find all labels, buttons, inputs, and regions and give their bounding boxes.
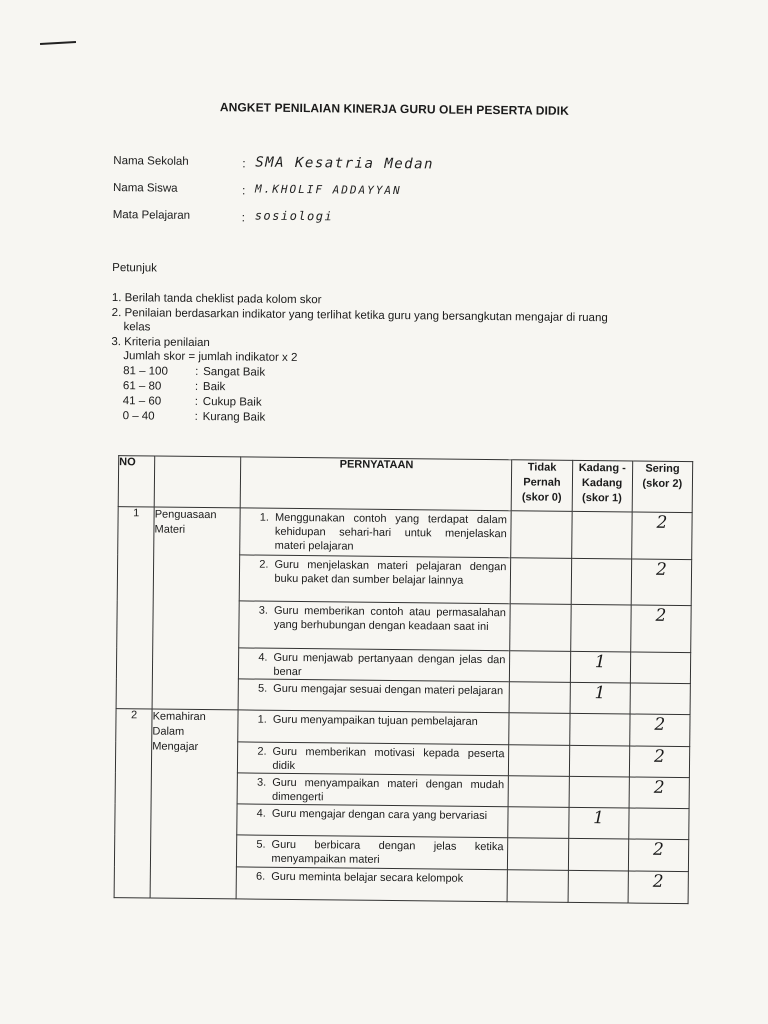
statement-number: 2.: [259, 558, 269, 571]
statement-text: Guru memberikan contoh atau permasalahan yang berhubungan dengan keadaan saat ini: [273, 604, 507, 634]
criteria-colon: :: [194, 380, 199, 393]
statement-number: 5.: [256, 838, 266, 851]
score-sometimes-cell[interactable]: [568, 838, 629, 871]
score-never-cell[interactable]: [509, 745, 570, 777]
statement-cell: [240, 555, 511, 604]
statement-number: 3.: [258, 604, 269, 617]
score-never-cell[interactable]: [511, 511, 572, 559]
statement-text: Guru memberikan motivasi kepada peserta didik: [272, 745, 505, 772]
header-often: [632, 461, 693, 513]
field-label-subject: Mata Pelajaran: [112, 209, 191, 222]
field-value-subject: sosiologi: [254, 208, 334, 224]
criteria-range: 41 – 60: [122, 395, 162, 408]
header-sometimes-line: Kadang: [581, 476, 623, 490]
header-sometimes-line: (skor 1): [582, 491, 622, 505]
score-sometimes-cell[interactable]: 1: [570, 651, 631, 683]
score-never-cell[interactable]: [511, 558, 572, 605]
section-number: 1: [116, 507, 154, 709]
statement-cell: [238, 773, 509, 807]
score-never-cell[interactable]: [508, 807, 569, 839]
score-formula: Jumlah skor = jumlah indikator x 2: [123, 350, 298, 364]
field-colon: :: [241, 210, 246, 225]
header-never-line: (skor 0): [521, 491, 562, 504]
score-often-cell[interactable]: 2: [629, 746, 690, 778]
criteria-label: Kurang Baik: [202, 411, 266, 424]
field-colon: :: [241, 183, 246, 198]
statement-cell: [239, 601, 510, 651]
header-never-line: Tidak: [527, 461, 557, 474]
statement-cell: [238, 679, 509, 713]
score-often-cell[interactable]: 2: [631, 512, 692, 560]
statement-cell: [238, 742, 509, 776]
section-aspect: [152, 507, 240, 710]
statement-cell: [238, 710, 509, 745]
header-aspect: [154, 456, 241, 508]
statement-number: 5.: [257, 682, 268, 695]
section-aspect: [150, 709, 238, 899]
statement-text: Guru meminta belajar secara kelompok: [271, 870, 464, 885]
criteria-range: 81 – 100: [123, 365, 168, 378]
score-never-cell[interactable]: [509, 682, 570, 714]
statement-cell: [237, 835, 508, 870]
score-never-cell[interactable]: [508, 838, 569, 871]
statement-number: 4.: [256, 807, 266, 820]
field-value-student: M.KHOLIF ADDAYYAN: [254, 182, 402, 198]
header-sometimes-line: Kadang -: [578, 461, 626, 475]
score-sometimes-cell[interactable]: [569, 713, 630, 746]
statement-number: 2.: [257, 745, 267, 758]
criteria-label: Sangat Baik: [203, 366, 266, 379]
field-colon: :: [242, 156, 246, 171]
score-often-cell[interactable]: [630, 652, 691, 684]
statement-cell: [240, 508, 511, 558]
document-title: ANGKET PENILAIAN KINERJA GURU OLEH PESERTA DIDIK: [219, 100, 569, 118]
score-never-cell[interactable]: [509, 713, 570, 746]
section-number: 2: [114, 709, 152, 898]
score-never-cell[interactable]: [510, 651, 571, 683]
section-aspect-line: Dalam: [152, 725, 185, 738]
instruction-item: kelas: [123, 321, 151, 334]
statement-number: 4.: [258, 651, 268, 664]
score-sometimes-cell[interactable]: [569, 745, 630, 777]
criteria-range: 0 – 40: [122, 410, 155, 423]
score-sometimes-cell[interactable]: [571, 511, 632, 559]
instruction-item: 1. Berilah tanda cheklist pada kolom skor: [111, 292, 322, 307]
score-often-cell[interactable]: [629, 808, 690, 840]
section-aspect-line: Mengajar: [152, 740, 199, 753]
table-row: [116, 709, 690, 747]
table-body: [114, 507, 692, 904]
instruction-item: 2. Penilaian berdasarkan indikator yang terlihat ketika guru yang bersangkutan mengajar di ruang: [111, 307, 608, 325]
score-often-cell[interactable]: 2: [630, 605, 691, 653]
statement-text: Guru menjelaskan materi pelajaran dengan buku paket dan sumber belajar lainnya: [274, 558, 507, 587]
statement-cell: [237, 867, 508, 902]
statement-number: 6.: [255, 870, 266, 883]
header-never-line: Pernah: [523, 476, 561, 489]
statement-text: Guru menyampaikan materi dengan mudah dimengerti: [272, 776, 505, 804]
statement-cell: [239, 648, 510, 682]
instructions-heading: Petunjuk: [112, 262, 158, 275]
criteria-range: 61 – 80: [122, 380, 162, 393]
statement-cell: [237, 804, 508, 838]
header-never: [512, 460, 573, 512]
field-value-school: SMA Kesatria Medan: [255, 154, 435, 173]
field-label-student: Nama Siswa: [112, 182, 178, 195]
statement-number: 1.: [259, 511, 270, 524]
header-statement: PERNYATAAN: [241, 457, 512, 511]
statement-number: 3.: [256, 776, 267, 789]
criteria-colon: :: [194, 410, 198, 423]
score-sometimes-cell[interactable]: 1: [570, 682, 631, 714]
statement-text: Guru menjawab pertanyaan dengan jelas dan benar: [273, 651, 506, 679]
criteria-label: Baik: [202, 381, 226, 394]
section-aspect-line: Penguasaan: [154, 508, 217, 522]
instruction-item: 3. Kriteria penilaian: [111, 336, 210, 350]
score-often-cell[interactable]: [630, 683, 691, 715]
section-aspect-line: Materi: [154, 523, 186, 536]
statement-text: Menggunakan contoh yang terdapat dalam kehidupan sehari-hari untuk menjelaskan materi pelajaran: [274, 511, 507, 553]
header-often-line: (skor 2): [642, 477, 683, 491]
score-sometimes-cell[interactable]: [570, 604, 631, 652]
score-never-cell[interactable]: [508, 776, 569, 808]
header-sometimes: [572, 460, 633, 512]
score-sometimes-cell[interactable]: 1: [568, 807, 629, 839]
score-often-cell[interactable]: 2: [628, 871, 689, 904]
score-often-cell[interactable]: 2: [629, 777, 690, 809]
section-aspect-line: Kemahiran: [152, 710, 206, 724]
questionnaire-page: [108, 95, 703, 892]
table-header-row: [118, 456, 693, 513]
statement-number: 1.: [257, 713, 267, 726]
statement-text: Guru berbicara dengan jelas ketika menyampaikan materi: [271, 838, 504, 866]
statement-text: Guru menyampaikan tujuan pembelajaran: [272, 713, 478, 728]
score-often-cell[interactable]: 2: [629, 714, 690, 747]
score-often-cell[interactable]: 2: [631, 559, 692, 606]
field-label-school: Nama Sekolah: [113, 155, 189, 168]
criteria-colon: :: [195, 365, 199, 378]
score-sometimes-cell[interactable]: [568, 870, 629, 903]
header-often-line: Sering: [645, 462, 680, 476]
score-often-cell[interactable]: 2: [628, 839, 689, 872]
statement-text: Guru mengajar dengan cara yang bervariasi: [271, 807, 488, 823]
score-sometimes-cell[interactable]: [571, 558, 632, 605]
statement-text: Guru mengajar sesuai dengan materi pelajaran: [273, 682, 504, 698]
score-never-cell[interactable]: [510, 604, 571, 652]
table-row: [118, 507, 692, 560]
scan-mark: [40, 41, 76, 45]
header-no: NO: [118, 456, 155, 507]
score-sometimes-cell[interactable]: [569, 776, 630, 808]
criteria-label: Cukup Baik: [202, 396, 262, 409]
criteria-colon: :: [194, 395, 199, 408]
assessment-table: [114, 455, 694, 904]
score-never-cell[interactable]: [507, 870, 568, 903]
